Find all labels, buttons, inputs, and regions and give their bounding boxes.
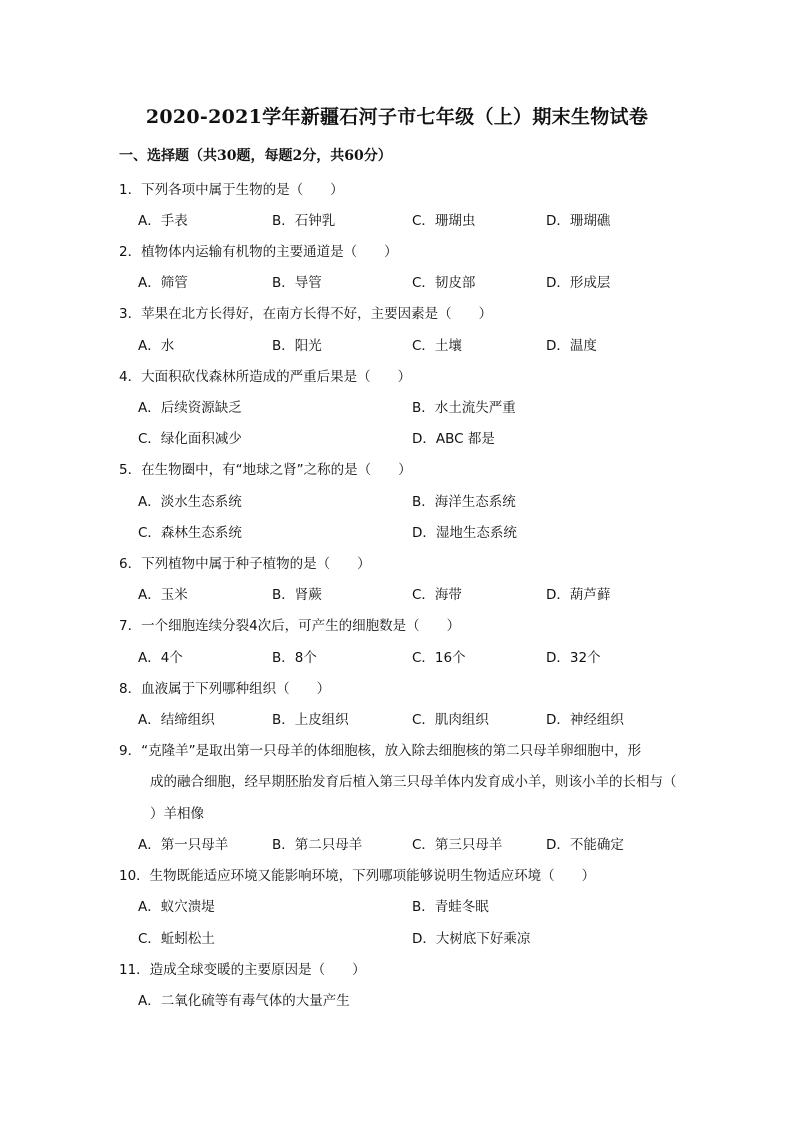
q9-option-b: B．第二只母羊 bbox=[272, 837, 363, 853]
q7-option-b: B．8个 bbox=[272, 650, 317, 666]
q4-option-b: B．水土流失严重 bbox=[412, 400, 516, 416]
question-9-stem-line-2: 成的融合细胞，经早期胚胎发育后植入第三只母羊体内发育成小羊，则该小羊的长相与（ bbox=[150, 774, 677, 790]
question-1-stem: 1．下列各项中属于生物的是（ ） bbox=[119, 182, 344, 198]
section-heading: 一、选择题（共30题，每题2分，共60分） bbox=[119, 148, 392, 164]
q6-option-b: B．肾蕨 bbox=[272, 587, 322, 603]
q8-option-d: D．神经组织 bbox=[546, 712, 624, 728]
q10-option-b: B．青蛙冬眠 bbox=[412, 899, 489, 915]
q9-option-a: A．第一只母羊 bbox=[138, 837, 229, 853]
q6-option-c: C．海带 bbox=[412, 587, 462, 603]
question-4-stem: 4．大面积砍伐森林所造成的严重后果是（ ） bbox=[119, 369, 412, 385]
q3-option-d: D．温度 bbox=[546, 338, 597, 354]
question-7-stem: 7．一个细胞连续分裂4次后，可产生的细胞数是（ ） bbox=[119, 618, 461, 634]
q1-option-d: D．珊瑚礁 bbox=[546, 213, 611, 229]
question-10-stem: 10．生物既能适应环境又能影响环境，下列哪项能够说明生物适应环境（ ） bbox=[119, 868, 596, 884]
q4-option-c: C．绿化面积减少 bbox=[138, 431, 242, 447]
q8-option-c: C．肌肉组织 bbox=[412, 712, 489, 728]
question-6-stem: 6．下列植物中属于种子植物的是（ ） bbox=[119, 556, 371, 572]
q2-option-b: B．导管 bbox=[272, 275, 322, 291]
question-3-stem: 3．苹果在北方长得好，在南方长得不好，主要因素是（ ） bbox=[119, 306, 493, 322]
q5-option-c: C．森林生态系统 bbox=[138, 525, 242, 541]
q1-option-c: C．珊瑚虫 bbox=[412, 213, 476, 229]
q10-option-d: D．大树底下好乘凉 bbox=[412, 931, 531, 947]
q4-option-d: D．ABC 都是 bbox=[412, 431, 495, 447]
question-9-stem-line-3: ）羊相像 bbox=[150, 806, 204, 822]
q4-option-a: A．后续资源缺乏 bbox=[138, 400, 242, 416]
question-5-stem: 5．在生物圈中，有“地球之肾”之称的是（ ） bbox=[119, 462, 412, 478]
q7-option-c: C．16个 bbox=[412, 650, 466, 666]
q5-option-d: D．湿地生态系统 bbox=[412, 525, 517, 541]
q6-option-a: A．玉米 bbox=[138, 587, 188, 603]
q3-option-b: B．阳光 bbox=[272, 338, 322, 354]
q11-option-a: A．二氧化硫等有毒气体的大量产生 bbox=[138, 993, 350, 1009]
question-11-stem: 11．造成全球变暖的主要原因是（ ） bbox=[119, 962, 366, 978]
q5-option-b: B．海洋生态系统 bbox=[412, 494, 516, 510]
q3-option-c: C．土壤 bbox=[412, 338, 462, 354]
q2-option-a: A．筛管 bbox=[138, 275, 188, 291]
q1-option-b: B．石钟乳 bbox=[272, 213, 336, 229]
question-9-stem: 9．“克隆羊”是取出第一只母羊的体细胞核，放入除去细胞核的第二只母羊卵细胞中，形 bbox=[119, 743, 642, 759]
page-title: 2020-2021学年新疆石河子市七年级（上）期末生物试卷 bbox=[145, 106, 649, 128]
q9-option-d: D．不能确定 bbox=[546, 837, 624, 853]
q2-option-d: D．形成层 bbox=[546, 275, 611, 291]
q1-option-a: A．手表 bbox=[138, 213, 188, 229]
question-8-stem: 8．血液属于下列哪种组织（ ） bbox=[119, 681, 331, 697]
q8-option-b: B．上皮组织 bbox=[272, 712, 349, 728]
q10-option-c: C．蚯蚓松土 bbox=[138, 931, 215, 947]
question-2-stem: 2．植物体内运输有机物的主要通道是（ ） bbox=[119, 244, 398, 260]
q3-option-a: A．水 bbox=[138, 338, 175, 354]
q10-option-a: A．蚁穴溃堤 bbox=[138, 899, 215, 915]
q8-option-a: A．结缔组织 bbox=[138, 712, 215, 728]
q9-option-c: C．第三只母羊 bbox=[412, 837, 503, 853]
q2-option-c: C．韧皮部 bbox=[412, 275, 476, 291]
q7-option-a: A．4个 bbox=[138, 650, 183, 666]
q7-option-d: D．32个 bbox=[546, 650, 601, 666]
q5-option-a: A．淡水生态系统 bbox=[138, 494, 242, 510]
q6-option-d: D．葫芦藓 bbox=[546, 587, 611, 603]
